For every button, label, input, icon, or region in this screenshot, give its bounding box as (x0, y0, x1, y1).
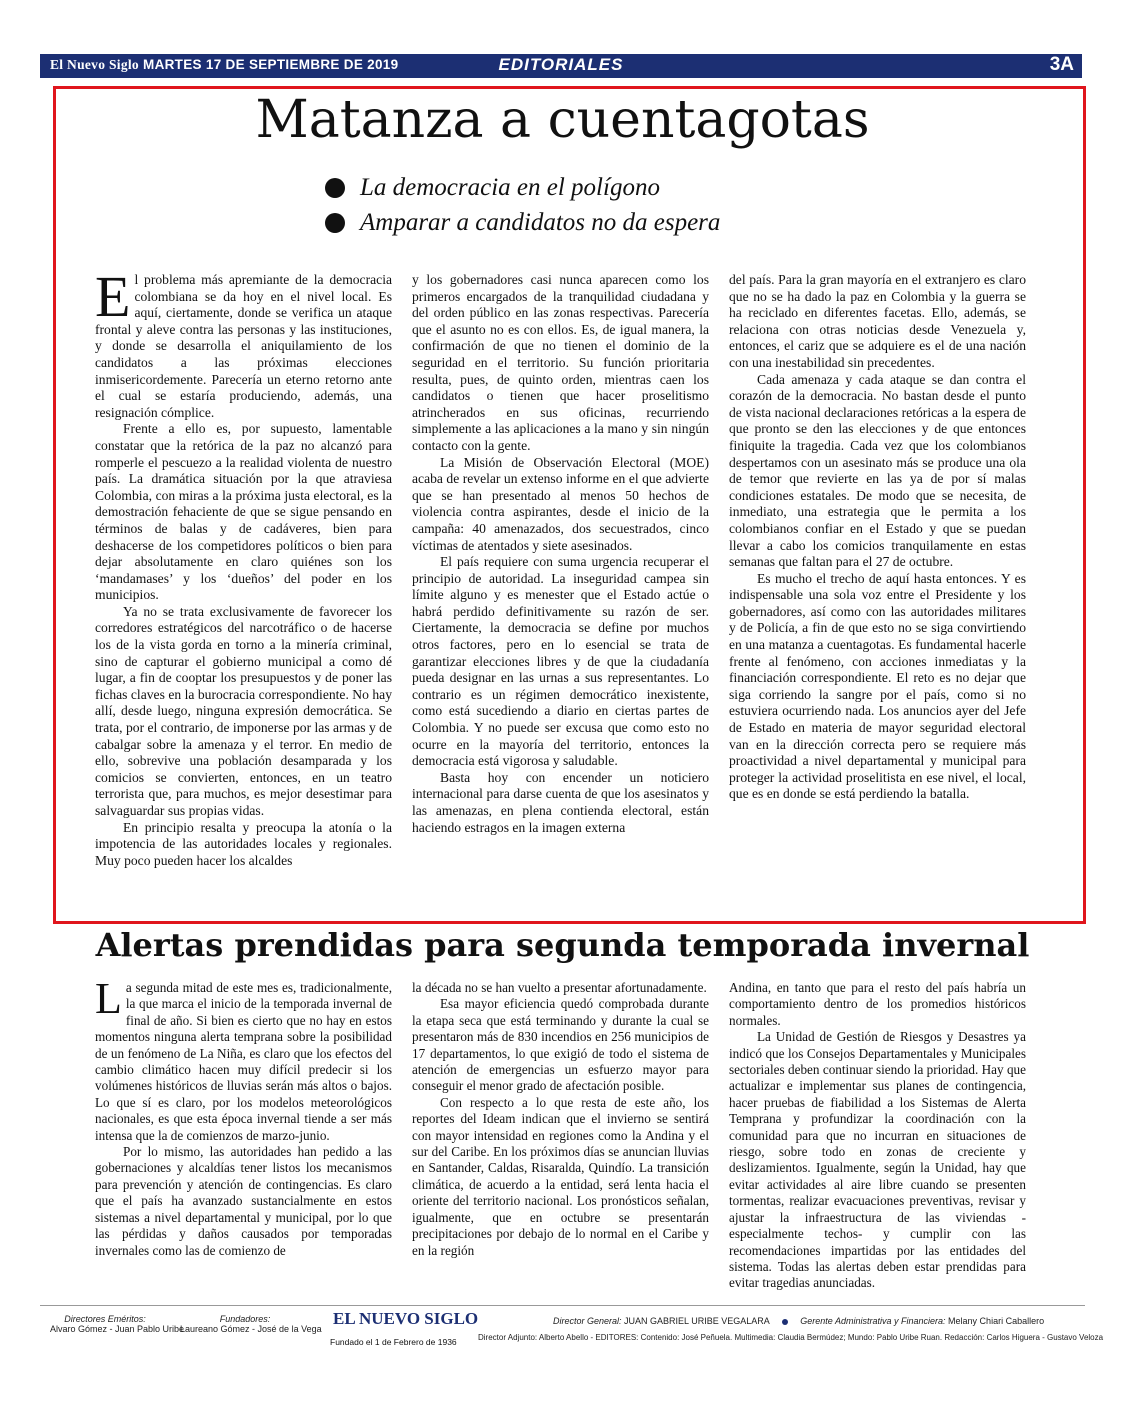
footer-divider (40, 1305, 1085, 1306)
page-number: 3A (1049, 54, 1074, 75)
paragraph-text: a segunda mitad de este mes es, tradicionalmente, la que marca el inicio de la temporada invernal de final de año. Si bien es cierto que no hay en estos momentos ninguna alerta temprana sobre la posibilidad de un fenómeno de La Niña, es claro que los efectos del cambio climático hacen muy difícil predecir si los volúmenes históricos de lluvias serán más altos o bajos. Lo que sí es claro, por los modelos meteorológicos nacionales, es que esta época invernal tiende a ser más intensa que la de comienzos de marzo-junio. (95, 980, 392, 1143)
paragraph: Frente a ello es, por supuesto, lamentable constatar que la retórica de la paz no alcanzó para romperle el pescuezo a la realidad violenta de nuestro país. La dramática situación por la que atraviesa Colombia, con miras a la próxima justa electoral, es la demostración fehaciente de que se sigue pensando en términos de balas y de cadáveres, bien para deshacerse de los competidores políticos o bien para dejar absolutamente en claro quiénes son los ‘mandamases’ y los ‘dueños’ del poder en los municipios. (95, 421, 392, 603)
footer-staff-line-1 (553, 1316, 1044, 1326)
paragraph: Es mucho el trecho de aquí hasta entonces. Y es indispensable una sola voz entre el Presidente y los gobernadores, así como con las autoridades militares y de Policía, a fin de que esto no se siga convirtiendo en una matanza a cuentagotas. Es fundamental hacerle frente al fenómeno, con acciones inmediatas y la financiación correspondiente. El reto es no dejar que siga corriendo la sangre por el país, como si no estuviera ocurriendo nada. Los anuncios ayer del Jefe de Estado en materia de mayor seguridad electoral van en la dirección correcta pero se requiere más proactividad a nivel departamental y municipal para proteger la actividad proselitista en ese nivel, el local, que es en donde se está perdiendo la batalla. (729, 570, 1026, 802)
second-editorial-column-2 (412, 980, 709, 1259)
fundadores-label: Fundadores: (219, 1314, 271, 1324)
second-editorial-title: Alertas prendidas para segunda temporada invernal (95, 926, 1030, 964)
editorial-title: Matanza a cuentagotas (255, 90, 870, 150)
paragraph: la década no se han vuelto a presentar afortunadamente. (412, 980, 707, 995)
editorial-subheads (325, 170, 720, 240)
second-editorial-column-3 (729, 980, 1026, 1292)
paragraph: El país requiere con suma urgencia recuperar el principio de autoridad. La inseguridad campea sin límite alguno y es menester que el Estado actúe o habrá perdido definitivamente su razón de ser. Ciertamente, la democracia se define por muchos otros factores, pero en lo esencial se trata de garantizar elecciones libres y de que la ciudadanía pueda designar en las urnas a sus representantes. Lo contrario es un régimen democrático inexistente, como está sucediendo a diario en ciertas partes de Colombia. Y no puede ser excusa que como esto no ocurre en la mayoría del territorio, entonces la democracia está vigorosa y saludable. (412, 554, 709, 769)
editorial-column-3 (729, 272, 1026, 803)
gerente-label: Gerente Administrativa y Financiera: (800, 1316, 946, 1326)
gerente-name: Melany Chiari Caballero (948, 1316, 1045, 1326)
paragraph: En principio resalta y preocupa la atonía o la impotencia de las autoridades locales y regionales. Muy poco pueden hacer los alcaldes (95, 819, 392, 868)
paragraph-text: l problema más apremiante de la democracia colombiana se da hoy en el nivel local. Es aquí, ciertamente, donde se verifica un ataque frontal y aleve contra las personas y las instituciones, y donde se desarrolla el aniquilamiento de los candidatos a las próximas elecciones inmisericordemente. Parecería un eterno retorno ante el cual se estaría produciendo, además, una resignación cómplice. (95, 272, 392, 420)
separator-dot-icon (782, 1319, 788, 1325)
footer-directores (50, 1314, 185, 1334)
paragraph (95, 264, 392, 421)
directores-names: Alvaro Gómez - Juan Pablo Uribe (50, 1324, 185, 1334)
fundadores-names: Laureano Gómez - José de la Vega (180, 1324, 322, 1334)
paragraph: Con respecto a lo que resta de este año, los reportes del Ideam indican que el invierno se sentirá con mayor intensidad en regiones como la Andina y el sur del Caribe. En los próximos días se anuncian lluvias en Santander, Caldas, Risaralda, Quindío. La transición climática, de acuerdo a la entidad, será lenta hacia el oriente del territorio nacional. Los pronósticos señalan, igualmente, que en octubre se presentarán precipitaciones por debajo de lo normal en el Caribe y en la región (412, 1094, 709, 1258)
footer-staff-line-2: Director Adjunto: Alberto Abello - EDITORES: Contenido: José Peñuela. Multimedia: Claudia Bermúdez; Mundo: Pablo Uribe Ruan. Redacción: Carlos Higuera - Gustavo Veloza (478, 1333, 1104, 1342)
second-editorial-column-1 (95, 974, 392, 1259)
paragraph: Cada amenaza y cada ataque se dan contra el corazón de la democracia. No bastan desde el punto de vista nacional declaraciones retóricas a la espera de que pronto se den las elecciones y de que entonces finiquite la tragedia. Cada vez que los colombianos despertamos con un asesinato más se produce una ola de temor que revierte en las ya de por sí malas condiciones estatales. De modo que se necesita, de inmediato, una estrategia que le permita a los colombianos confiar en el Estado y que se puedan llevar a cabo los comicios tranquilamente en estas semanas que faltan para el 27 de octubre. (729, 371, 1026, 570)
subhead-text: La democracia en el polígono (360, 173, 660, 201)
directores-label: Directores Eméritos: (64, 1314, 146, 1324)
masthead-brand: El Nuevo Siglo (50, 57, 139, 72)
footer-founded: Fundado el 1 de Febrero de 1936 (330, 1337, 457, 1347)
director-general-label: Director General: (553, 1316, 622, 1326)
paragraph: del país. Para la gran mayoría en el extranjero es claro que no se ha dado la paz en Colombia y la guerra se ha reciclado en diferentes facetas. Ello, además, se relaciona con otras noticias desde Venezuela y, entonces, el cariz que se adquiere es el de una nación con una inestabilidad sin precedentes. (729, 272, 1026, 370)
paragraph: Ya no se trata exclusivamente de favorecer los corredores estratégicos del narcotráfico o de hacerse los de la vista gorda en torno a la minería criminal, sino de capturar el gobierno municipal a como dé lugar, a fin de cooptar los presupuestos y de poner las fichas claves en la burocracia correspondiente. No hay allí, desde luego, ninguna expresión democrática. Se trata, por el contrario, de imponerse por las armas y de cabalgar sobre la amenaza y el terror. En medio de ello, sobrevive una población desamparada y los comicios se convierten, entonces, en un teatro terrorista que, para muchos, es mejor desestimar para salvaguardar sus propias vidas. (95, 603, 392, 818)
director-general-name: JUAN GABRIEL URIBE VEGALARA (624, 1316, 770, 1326)
editorial-column-2 (412, 272, 709, 836)
paragraph: Basta hoy con encender un noticiero internacional para darse cuenta de que los asesinatos y las amenazas, en plena contienda electoral, están haciendo estragos en la imagen externa (412, 769, 709, 835)
paragraph: y los gobernadores casi nunca aparecen como los primeros encargados de la tranquilidad ciudadana y del orden público en las zonas respectivas. Parecería que el asunto no es con ellos. Es, de igual manera, la confirmación de que no tienen el dominio de la seguridad en el territorio. Su función prioritaria resulta, pues, de quinto orden, mientras caen los candidatos o tienen que hacer proselitismo atrincherados en sus oficinas, recurriendo simplemente a las aplicaciones a la mano y sin ningún contacto con la gente. (412, 272, 709, 453)
subhead-item (325, 205, 720, 240)
footer-logo: EL NUEVO SIGLO (333, 1309, 479, 1328)
subhead-item (325, 170, 720, 205)
masthead-date: MARTES 17 DE SEPTIEMBRE DE 2019 (143, 57, 399, 72)
paragraph: Esa mayor eficiencia quedó comprobada durante la etapa seca que está terminando y durante la cual se presentaron más de 830 incendios en 256 municipios de 17 departamentos, lo que exigió de todo el sistema de atención de emergencias un esfuerzo mayor para conseguir el menor grado de afectación posible. (412, 996, 709, 1094)
paragraph: Por lo mismo, las autoridades han pedido a las gobernaciones y alcaldías tener listos los mecanismos para prevención y atención de contingencias. Es claro que el país ha avanzado sustancialmente en estos sistemas a nivel departamental y municipal, por lo que las pérdidas y daños causados por temporadas invernales como las de comienzo de (95, 1144, 392, 1258)
drop-cap: L (95, 974, 122, 1023)
bullet-icon (325, 213, 345, 233)
footer-fundadores (180, 1314, 322, 1334)
paragraph: La Unidad de Gestión de Riesgos y Desastres ya indicó que los Consejos Departamentales y Municipales sectoriales deben continuar siendo la prioridad. Hay que actualizar e implementar sus planes de contingencia, hacer pruebas de fiabilidad a los Sistemas de Alerta Temprana y profundizar la coordinación con la comunidad para que no incurran en situaciones de riesgo, sobre todo en zonas de creciente y deslizamientos. Igualmente, según la Unidad, hay que evitar actividades al aire libre cuando se presenten tormentas, realizar evacuaciones preventivas, revisar y ajustar la infraestructura de las viviendas -especialmente techos- y cumplir con las recomendaciones impartidas por las entidades del sistema. Todas las alertas deben estar prendidas para evitar tragedias anunciadas. (729, 1029, 1026, 1291)
section-name: EDITORIALES (498, 55, 624, 74)
editorial-column-1 (95, 264, 392, 869)
paragraph (95, 974, 392, 1144)
bullet-icon (325, 178, 345, 198)
paragraph: La Misión de Observación Electoral (MOE) acaba de revelar un extenso informe en el que advierte que se han presentado al menos 50 hechos de violencia contra aspirantes, desde el inicio de la campaña: 40 amenazados, dos secuestrados, cinco víctimas de atentados y siete asesinados. (412, 454, 709, 553)
drop-cap: E (95, 264, 131, 329)
subhead-text: Amparar a candidatos no da espera (360, 208, 721, 236)
masthead-bar (40, 54, 1082, 78)
paragraph: Andina, en tanto que para el resto del país habría un comportamiento dentro de los promedios históricos normales. (729, 980, 1026, 1028)
